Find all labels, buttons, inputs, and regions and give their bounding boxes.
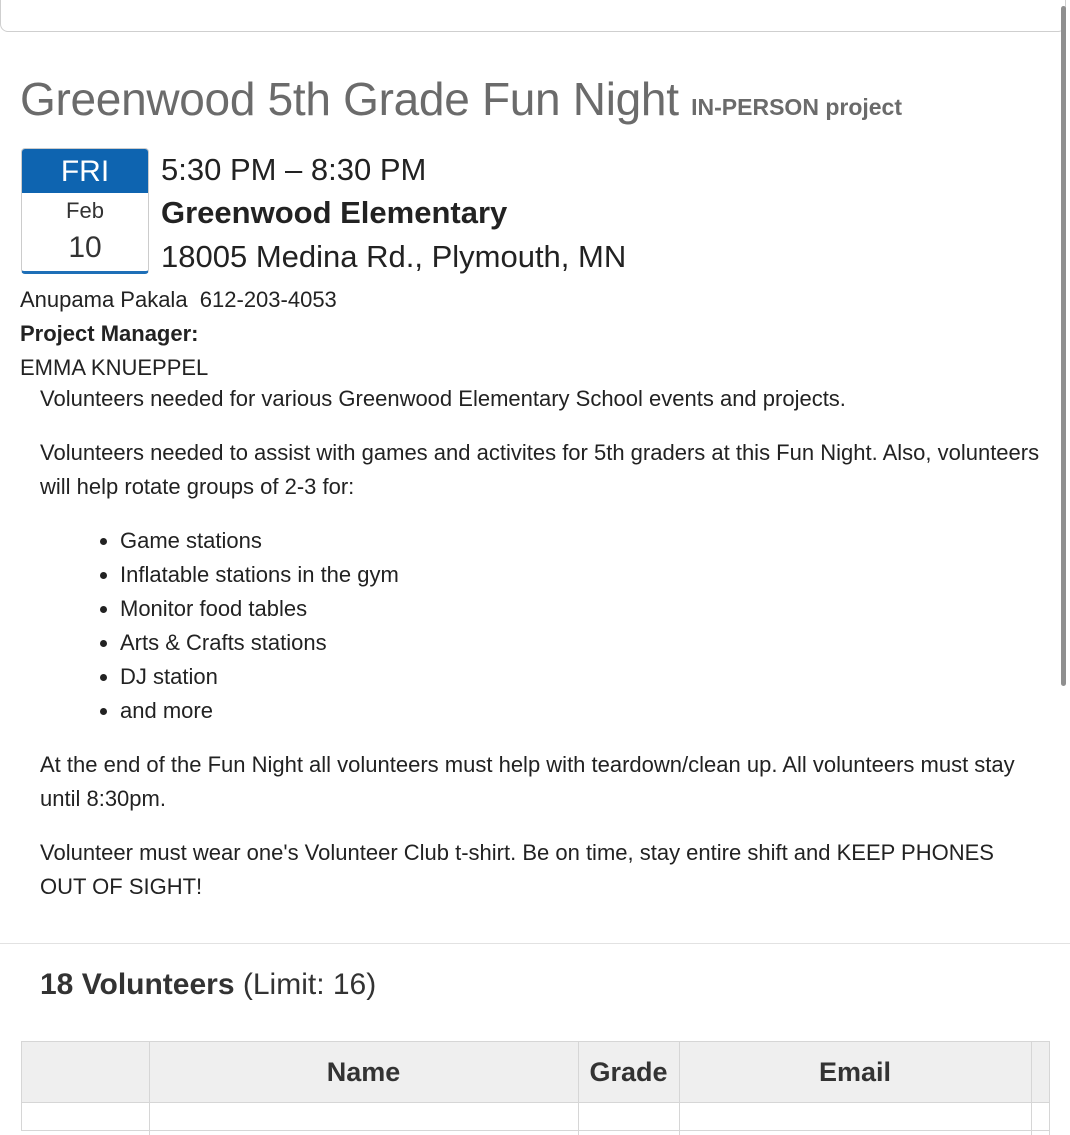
section-divider <box>0 943 1070 944</box>
project-manager-label: Project Manager: <box>20 317 337 351</box>
list-item: • Inflatable stations in the gym <box>120 558 1040 592</box>
project-manager-name: EMMA KNUEPPEL <box>20 351 337 385</box>
calendar-badge <box>21 148 149 274</box>
column-header-grade[interactable]: Grade <box>578 1042 679 1103</box>
list-item: • DJ station <box>120 660 1040 694</box>
event-meta <box>20 283 337 385</box>
project-type-badge: IN-PERSON project <box>691 94 902 120</box>
contact-info: Anupama Pakala 612-203-4053 <box>20 283 337 317</box>
table-header-row <box>22 1042 1049 1103</box>
calendar-month: Feb <box>22 193 148 229</box>
column-header-email[interactable]: Email <box>679 1042 1031 1103</box>
event-title-row <box>20 72 902 126</box>
volunteers-heading <box>40 968 376 1002</box>
description-paragraph: Volunteers needed for various Greenwood Elementary School events and projects. <box>40 382 1040 416</box>
task-list <box>40 524 1040 728</box>
event-info <box>161 150 626 278</box>
column-header-name[interactable]: Name <box>149 1042 578 1103</box>
volunteer-count: 18 Volunteers <box>40 968 235 1001</box>
scrollbar[interactable] <box>1061 6 1066 686</box>
table-cell <box>679 1103 1031 1135</box>
table-cell <box>578 1103 679 1135</box>
table-cell <box>22 1103 149 1135</box>
event-description <box>40 382 1040 924</box>
list-item: • Game stations <box>120 524 1040 558</box>
page-title: Greenwood 5th Grade Fun Night <box>20 73 679 125</box>
table-cell <box>149 1103 578 1135</box>
column-header-extra <box>1031 1042 1049 1103</box>
calendar-day: FRI <box>22 149 148 193</box>
volunteers-table <box>21 1041 1050 1131</box>
table-row <box>22 1103 1049 1135</box>
event-address: 18005 Medina Rd., Plymouth, MN <box>161 236 626 278</box>
top-panel <box>0 0 1066 32</box>
description-paragraph: At the end of the Fun Night all volunteers must help with teardown/clean up. All volunteers must stay until 8:30pm. <box>40 748 1040 816</box>
list-item: • Monitor food tables <box>120 592 1040 626</box>
event-venue: Greenwood Elementary <box>161 190 626 236</box>
volunteer-limit: (Limit: 16) <box>243 968 376 1001</box>
event-time: 5:30 PM – 8:30 PM <box>161 150 626 190</box>
list-item: • and more <box>120 694 1040 728</box>
table-cell <box>1031 1103 1049 1135</box>
calendar-date: 10 <box>22 229 148 267</box>
description-paragraph: Volunteers needed to assist with games and activites for 5th graders at this Fun Night. Also, volunteers will help rotate groups of 2-3 for: <box>40 436 1040 504</box>
description-paragraph: Volunteer must wear one's Volunteer Club t-shirt. Be on time, stay entire shift and KEEP PHONES OUT OF SIGHT! <box>40 836 1040 904</box>
list-item: • Arts & Crafts stations <box>120 626 1040 660</box>
column-header-select[interactable] <box>22 1042 149 1103</box>
